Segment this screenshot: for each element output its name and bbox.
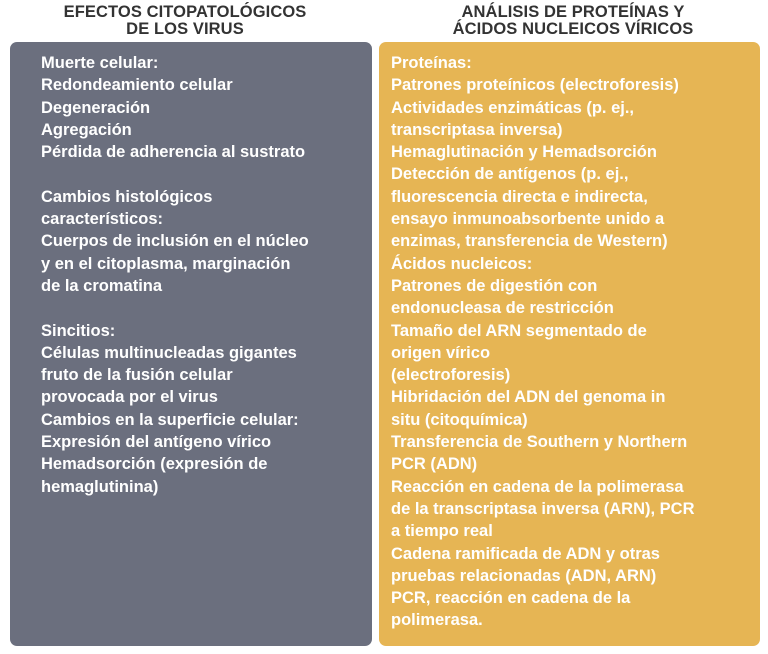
list-item: Agregación: [41, 120, 132, 139]
group-heading: Cambios histológicos: [41, 187, 213, 206]
list-item: y en el citoplasma, marginación: [41, 254, 291, 273]
protein-nucleic-acid-analysis-header: [388, 4, 758, 38]
list-item: de la transcriptasa inversa (ARN), PCR: [391, 499, 695, 518]
list-item: de la cromatina: [41, 276, 163, 295]
list-item: situ (citoquímica): [391, 410, 528, 429]
group-heading: Sincitios:: [41, 321, 116, 340]
list-item: enzimas, transferencia de Western): [391, 232, 668, 251]
list-item: Cuerpos de inclusión en el núcleo: [41, 232, 309, 251]
list-item: Detección de antígenos (p. ej.,: [391, 165, 629, 184]
list-item: Células multinucleadas gigantes: [41, 343, 297, 362]
list-item: Redondeamiento celular: [41, 76, 233, 95]
histologic-changes-group: [41, 186, 364, 297]
list-item: fluorescencia directa e indirecta,: [391, 187, 648, 206]
group-spacer: [41, 297, 364, 319]
list-item: Hemadsorción (expresión de: [41, 455, 268, 474]
list-item: hemaglutinina): [41, 477, 159, 496]
group-heading: característicos:: [41, 210, 163, 229]
syncytia-group: [41, 320, 364, 498]
group-heading: Cambios en la superficie celular:: [41, 410, 299, 429]
list-item: polimerasa.: [391, 611, 483, 630]
list-item: Reacción en cadena de la polimerasa: [391, 477, 684, 496]
list-item: Degeneración: [41, 98, 151, 117]
protein-nucleic-acid-analysis-panel: [379, 42, 760, 646]
list-item: ensayo inmunoabsorbente unido a: [391, 210, 665, 229]
list-item: pruebas relacionadas (ADN, ARN): [391, 566, 657, 585]
list-item: fruto de la fusión celular: [41, 366, 233, 385]
list-item: PCR, reacción en cadena de la: [391, 589, 631, 608]
list-item: (electroforesis): [391, 366, 511, 385]
cell-death-group: [41, 52, 364, 163]
list-item: Patrones proteínicos (electroforesis): [391, 76, 679, 95]
list-item: provocada por el virus: [41, 388, 218, 407]
list-item: Cadena ramificada de ADN y otras: [391, 544, 660, 563]
list-item: endonucleasa de restricción: [391, 299, 614, 318]
list-item: Tamaño del ARN segmentado de: [391, 321, 647, 340]
list-item: PCR (ADN): [391, 455, 478, 474]
header-line: DE LOS VIRUS: [126, 20, 244, 38]
list-item: a tiempo real: [391, 522, 493, 541]
list-item: origen vírico: [391, 343, 491, 362]
header-line: ANÁLISIS DE PROTEÍNAS Y: [461, 3, 685, 21]
cytopathic-effects-header: [0, 4, 370, 38]
group-heading: Muerte celular:: [41, 54, 159, 72]
cytopathic-effects-panel: [10, 42, 372, 646]
group-spacer: [41, 163, 364, 185]
list-item: Expresión del antígeno vírico: [41, 433, 272, 452]
group-heading: Proteínas:: [391, 54, 472, 72]
group-heading: Ácidos nucleicos:: [391, 254, 533, 273]
header-line: ÁCIDOS NUCLEICOS VÍRICOS: [452, 20, 694, 38]
list-item: Patrones de digestión con: [391, 276, 598, 295]
list-item: Actividades enzimáticas (p. ej.,: [391, 98, 635, 117]
list-item: Pérdida de adherencia al sustrato: [41, 143, 306, 162]
list-item: Transferencia de Southern y Northern: [391, 433, 688, 452]
list-item: Hibridación del ADN del genoma in: [391, 388, 666, 407]
header-line: EFECTOS CITOPATOLÓGICOS: [63, 3, 307, 21]
list-item: Hemaglutinación y Hemadsorción: [391, 143, 657, 162]
list-item: transcriptasa inversa): [391, 120, 563, 139]
